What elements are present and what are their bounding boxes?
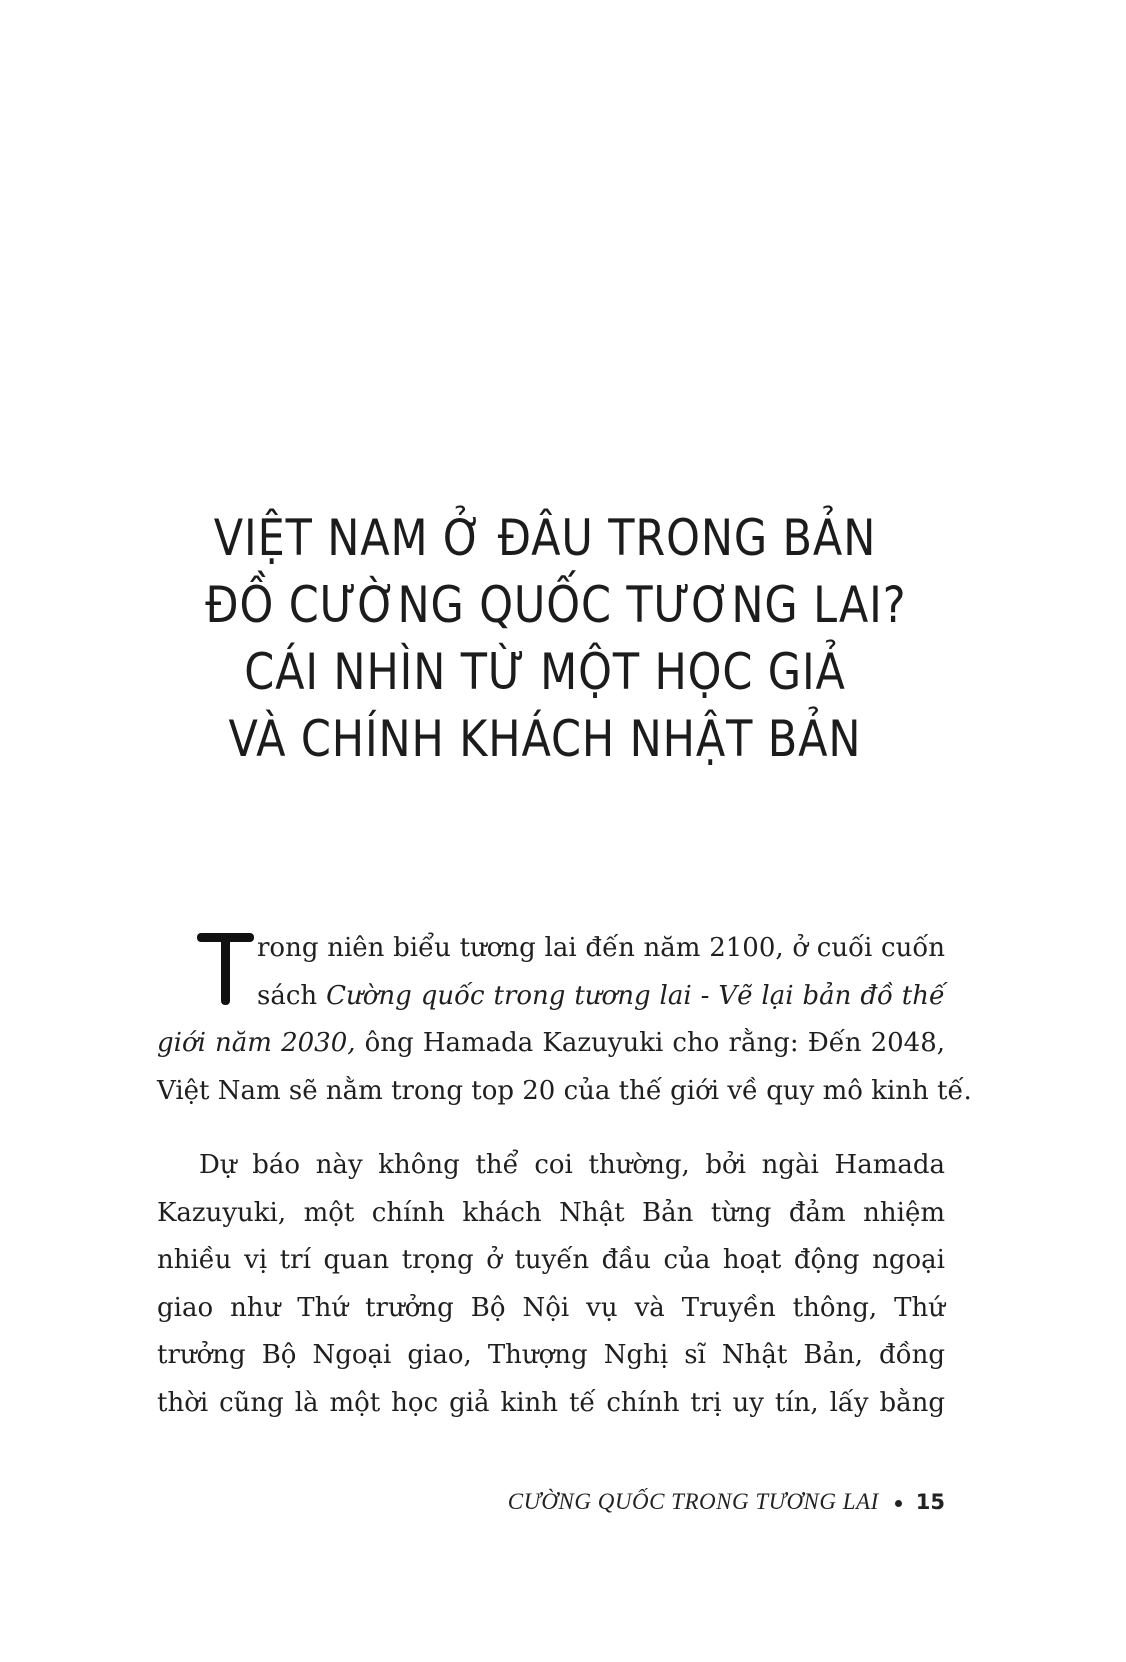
text-line: trưởng Bộ Ngoại giao, Thượng Nghị sĩ Nhật Bản, đồng	[157, 1340, 945, 1370]
drop-cap-stem	[221, 933, 230, 1005]
text-run: Việt Nam sẽ nằm trong top 20 của thế giới về quy mô kinh tế.	[157, 1075, 972, 1106]
drop-cap-t	[197, 933, 254, 1005]
chapter-title-line: ĐỒ CƯỜNG QUỐC TƯƠNG LAI?	[205, 576, 907, 634]
paragraph-1	[157, 925, 972, 1115]
text-line	[157, 1068, 972, 1116]
text-line: nhiều vị trí quan trọng ở tuyến đầu của hoạt động ngoại	[157, 1245, 945, 1275]
chapter-title-line: CÁI NHÌN TỪ MỘT HỌC GIẢ	[244, 643, 846, 701]
running-footer-book-title: CƯỜNG QUỐC TRONG TƯƠNG LAI	[507, 1489, 879, 1514]
body-text	[157, 925, 972, 1427]
chapter-title	[150, 505, 940, 773]
text-line	[157, 925, 945, 973]
text-line	[157, 1020, 945, 1068]
text-line: giao như Thứ trưởng Bộ Nội vụ và Truyền thông, Thứ	[157, 1292, 945, 1323]
chapter-title-line: VIỆT NAM Ở ĐÂU TRONG BẢN	[213, 509, 877, 567]
text-line	[157, 973, 945, 1021]
paragraph-2	[157, 1142, 945, 1427]
text-line: Dự báo này không thể coi thường, bởi ngài Hamada	[199, 1150, 945, 1180]
page-number: 15	[915, 1490, 945, 1514]
text-run: sách	[257, 980, 327, 1011]
bullet-icon	[895, 1500, 902, 1507]
text-run: rong niên biểu tương lai đến năm 2100, ở cuối cuốn	[257, 933, 945, 963]
text-run: ông Hamada Kazuyuki cho rằng: Đến 2048,	[355, 1028, 946, 1058]
chapter-title-line: VÀ CHÍNH KHÁCH NHẬT BẢN	[228, 710, 862, 768]
book-title-italic: giới năm 2030,	[157, 1028, 356, 1058]
book-title-italic: Cường quốc trong tương lai - Vẽ lại bản đồ thế	[326, 980, 945, 1011]
text-line: thời cũng là một học giả kinh tế chính trị uy tín, lấy bằng	[157, 1387, 945, 1418]
running-footer	[480, 1489, 945, 1515]
text-line: Kazuyuki, một chính khách Nhật Bản từng đảm nhiệm	[157, 1197, 945, 1228]
